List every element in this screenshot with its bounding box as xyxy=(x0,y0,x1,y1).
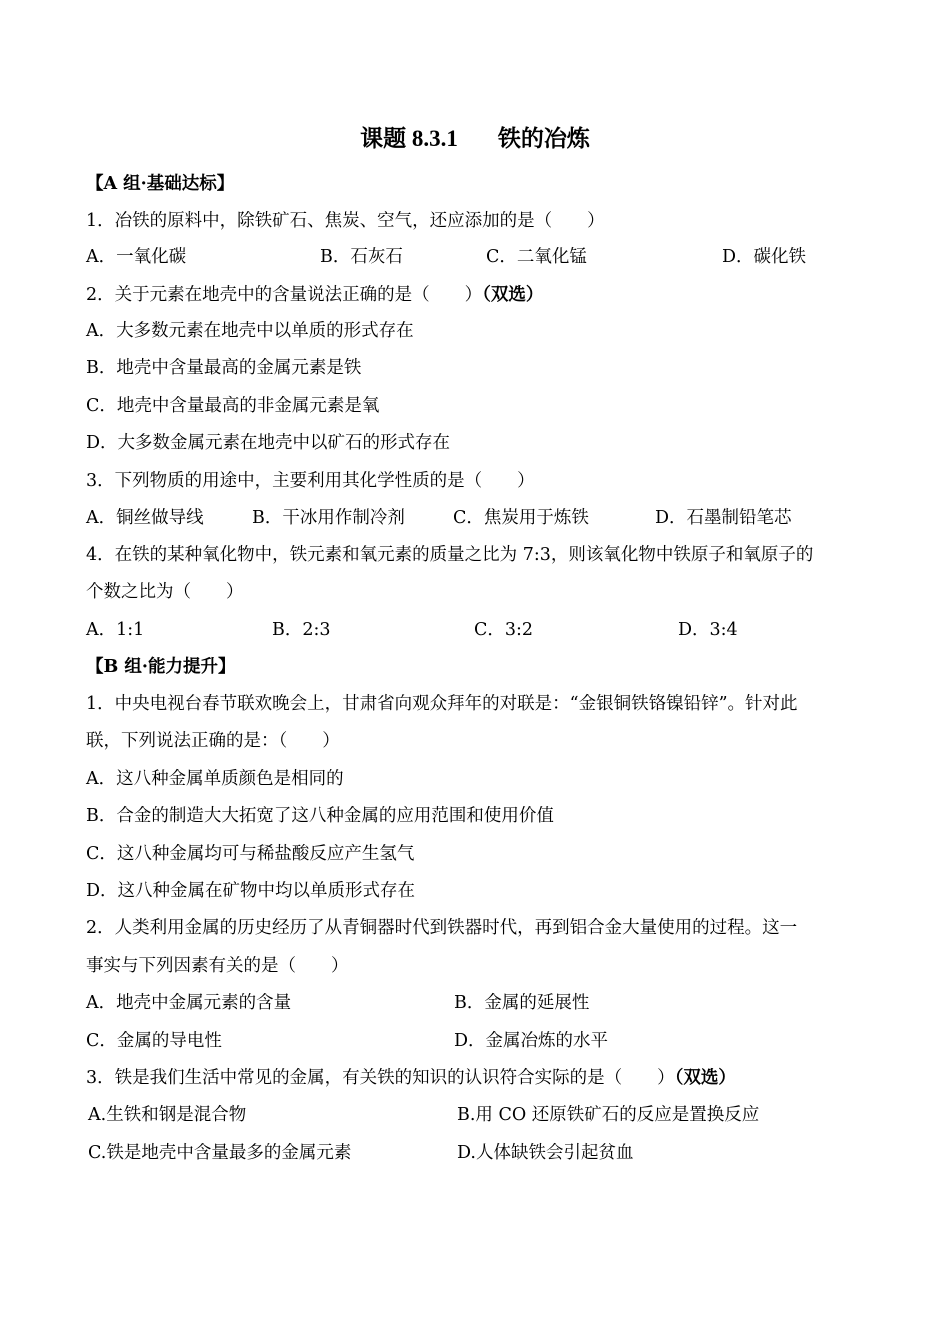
b-q3-option-a: A.生铁和钢是混合物 xyxy=(88,1105,247,1125)
b-q1-stem-line1: 1．中央电视台春节联欢晚会上，甘肃省向观众拜年的对联是：“金银铜铁铬镍铅锌”。针对此 xyxy=(86,694,798,714)
lesson-name: 铁的冶炼 xyxy=(497,125,590,152)
a-q3-stem: 3．下列物质的用途中，主要利用其化学性质的是（ ） xyxy=(86,471,535,491)
a-q4-option-b: B．2:3 xyxy=(272,620,331,640)
a-q3-option-b: B．干冰用作制冷剂 xyxy=(252,508,405,528)
b-q3-stem-text: 3．铁是我们生活中常见的金属，有关铁的知识的认识符合实际的是（ ） xyxy=(86,1068,675,1088)
b-q2-option-a: A．地壳中金属元素的含量 xyxy=(86,993,292,1013)
b-q2-option-d: D．金属冶炼的水平 xyxy=(454,1031,609,1051)
a-q1-option-c: C．二氧化锰 xyxy=(486,247,587,267)
a-q2-option-a: A．大多数元素在地壳中以单质的形式存在 xyxy=(86,321,414,341)
b-q3-stem xyxy=(86,1065,736,1091)
b-q2-option-b: B．金属的延展性 xyxy=(454,993,590,1013)
a-q2-stem-text: 2．关于元素在地壳中的含量说法正确的是（ ） xyxy=(86,285,483,305)
a-q1-option-b: B．石灰石 xyxy=(320,247,403,267)
b-q3-option-d: D.人体缺铁会引起贫血 xyxy=(457,1143,634,1163)
b-q2-option-c: C．金属的导电性 xyxy=(86,1031,222,1051)
lesson-code: 课题 8.3.1 xyxy=(360,126,458,151)
a-q1-option-a: A．一氧化碳 xyxy=(86,247,187,267)
a-q4-stem-line1: 4．在铁的某种氧化物中，铁元素和氧元素的质量之比为 7:3，则该氧化物中铁原子和氧原子的 xyxy=(86,545,814,565)
a-q2-stem xyxy=(86,282,543,308)
a-q4-stem-line2: 个数之比为（ ） xyxy=(86,582,244,602)
a-q4-option-a: A．1:1 xyxy=(86,620,145,640)
b-q1-option-c: C．这八种金属均可与稀盐酸反应产生氢气 xyxy=(86,844,415,864)
b-q3-tag: （双选） xyxy=(674,1068,736,1088)
b-q1-option-b: B．合金的制造大大拓宽了这八种金属的应用范围和使用价值 xyxy=(86,806,554,826)
a-q1-stem: 1．冶铁的原料中，除铁矿石、焦炭、空气，还应添加的是（ ） xyxy=(86,211,605,231)
a-q2-option-b: B．地壳中含量最高的金属元素是铁 xyxy=(86,358,362,378)
a-q2-option-d: D．大多数金属元素在地壳中以矿石的形式存在 xyxy=(86,433,451,453)
b-q2-stem-line1: 2．人类利用金属的历史经历了从青铜器时代到铁器时代，再到铝合金大量使用的过程。这一 xyxy=(86,918,798,938)
section-a-heading: 【A 组·基础达标】 xyxy=(86,174,235,194)
a-q3-option-d: D．石墨制铅笔芯 xyxy=(655,508,792,528)
b-q3-option-c: C.铁是地壳中含量最多的金属元素 xyxy=(88,1143,352,1163)
b-q1-option-d: D．这八种金属在矿物中均以单质形式存在 xyxy=(86,881,416,901)
a-q2-tag: （双选） xyxy=(482,285,544,305)
section-b-heading: 【B 组·能力提升】 xyxy=(86,657,236,677)
a-q1-option-d: D．碳化铁 xyxy=(722,247,807,267)
a-q4-option-c: C．3:2 xyxy=(474,620,534,640)
b-q2-stem-line2: 事实与下列因素有关的是（ ） xyxy=(86,956,349,976)
b-q1-option-a: A．这八种金属单质颜色是相同的 xyxy=(86,769,344,789)
a-q4-option-d: D．3:4 xyxy=(678,620,738,640)
b-q3-option-b: B.用 CO 还原铁矿石的反应是置换反应 xyxy=(457,1105,760,1125)
page-title xyxy=(86,123,864,155)
a-q3-option-a: A．铜丝做导线 xyxy=(86,508,204,528)
a-q2-option-c: C．地壳中含量最高的非金属元素是氧 xyxy=(86,396,380,416)
b-q1-stem-line2: 联，下列说法正确的是：（ ） xyxy=(86,731,340,751)
a-q3-option-c: C．焦炭用于炼铁 xyxy=(453,508,589,528)
